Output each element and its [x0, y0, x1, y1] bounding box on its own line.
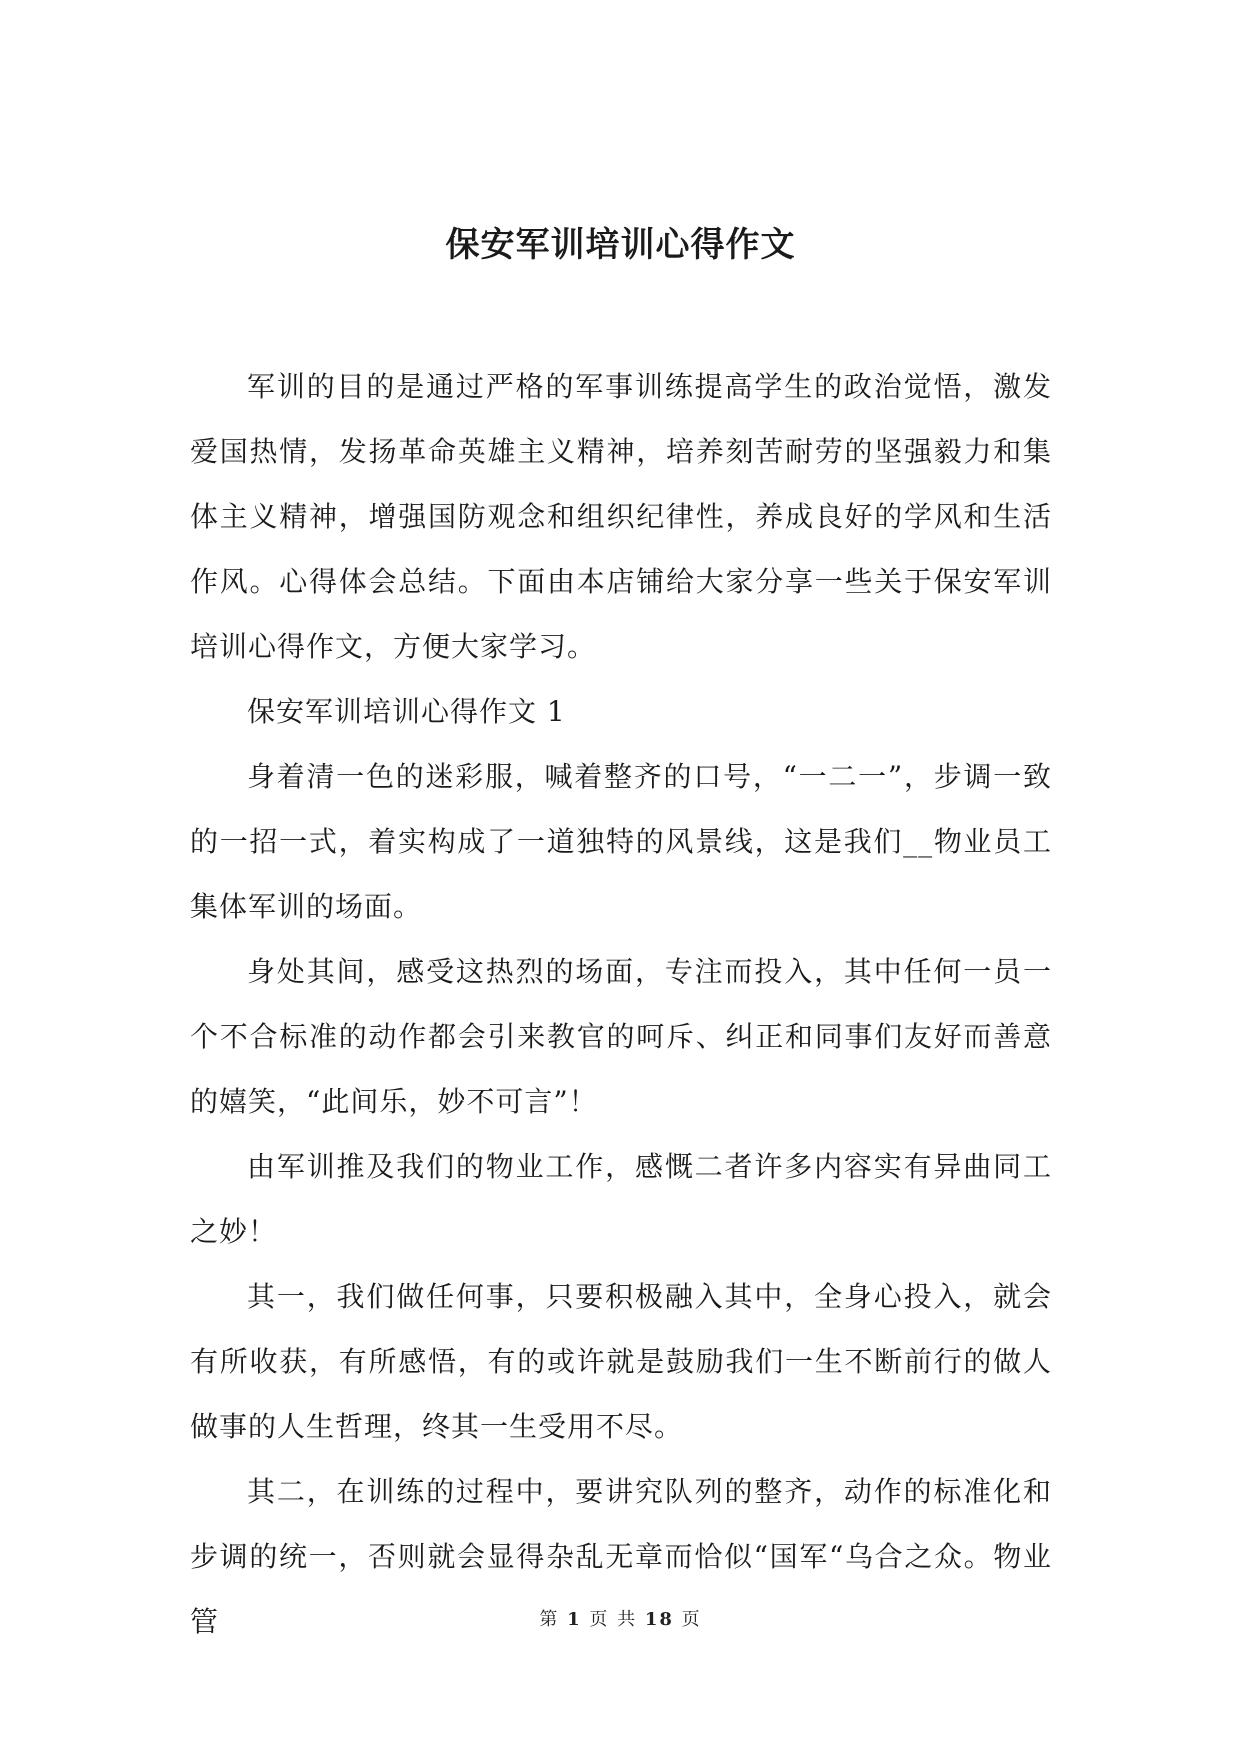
body-paragraph: 身处其间，感受这热烈的场面，专注而投入，其中任何一员一个不合标准的动作都会引来教官的呵斥、纠正和同事们友好而善意的嬉笑，“此间乐，妙不可言”！ [190, 955, 1052, 1118]
section-heading: 保安军训培训心得作文 1 [247, 695, 566, 728]
page-footer [0, 1608, 1241, 1632]
body-paragraph: 身着清一色的迷彩服，喊着整齐的口号，“一二一”，步调一致的一招一式，着实构成了一道独特的风景线，这是我们__物业员工集体军训的场面。 [190, 760, 1052, 923]
document-body [190, 354, 1052, 1654]
body-paragraph: 由军训推及我们的物业工作，感慨二者许多内容实有异曲同工之妙！ [190, 1150, 1052, 1248]
footer-middle: 页 共 [589, 1609, 638, 1630]
footer-total-pages: 18 [644, 1609, 674, 1630]
body-paragraph: 其二，在训练的过程中，要讲究队列的整齐，动作的标准化和步调的统一，否则就会显得杂乱无章而恰似“国军“乌合之众。物业管 [190, 1475, 1052, 1638]
intro-paragraph: 军训的目的是通过严格的军事训练提高学生的政治觉悟，激发爱国热情，发扬革命英雄主义精神，培养刻苦耐劳的坚强毅力和集体主义精神，增强国防观念和组织纪律性，养成良好的学风和生活作风。心得体会总结。下面由本店铺给大家分享一些关于保安军训培训心得作文，方便大家学习。 [190, 370, 1052, 663]
document-title: 保安军训培训心得作文 [445, 225, 796, 265]
body-paragraph: 其一，我们做任何事，只要积极融入其中，全身心投入，就会有所收获，有所感悟，有的或许就是鼓励我们一生不断前行的做人做事的人生哲理，终其一生受用不尽。 [190, 1280, 1052, 1443]
footer-suffix: 页 [681, 1609, 702, 1630]
footer-prefix: 第 [539, 1609, 560, 1630]
footer-page-number: 1 [567, 1609, 582, 1630]
